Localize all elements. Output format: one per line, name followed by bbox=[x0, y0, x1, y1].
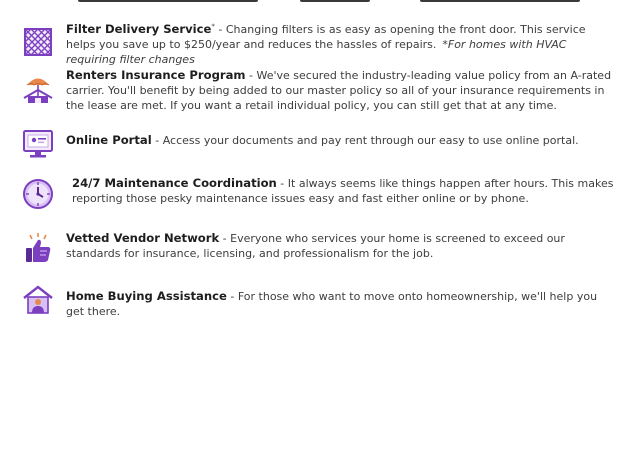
service-description: Changing filters is as easy as opening the front door. This service helps you save up to $250/year and reduces the hassles of repairs. bbox=[66, 23, 586, 51]
service-text bbox=[66, 133, 618, 148]
service-description: We've secured the industry-leading value policy from an A-rated carrier. You'll benefit by being added to our master policy so all of your insurance requirements in the lease are met. If you want a retail individual policy, you can still get that at any time. bbox=[66, 69, 612, 112]
service-title: 24/7 Maintenance Coordination bbox=[72, 176, 277, 190]
service-description: For those who want to move onto homeownership, we'll help you get there. bbox=[66, 290, 598, 318]
cropped-previous-content bbox=[0, 0, 640, 6]
footnote-mark: * bbox=[211, 22, 215, 31]
service-title: Filter Delivery Service bbox=[66, 22, 212, 36]
service-text bbox=[66, 231, 618, 261]
title-separator: - bbox=[214, 23, 226, 36]
title-separator: - bbox=[245, 69, 257, 82]
title-separator: - bbox=[276, 177, 288, 190]
service-description: It always seems like things happen after hours. This makes reporting those pesky maintenance issues easy and fast either online or by phone. bbox=[72, 177, 614, 205]
clock-icon bbox=[20, 176, 56, 212]
service-description: Everyone who services your home is screened to exceed our standards for insurance, licensing, and professionalism for the job. bbox=[66, 232, 565, 260]
thumbs-up-icon bbox=[20, 231, 56, 267]
service-text bbox=[66, 289, 618, 319]
service-title: Vetted Vendor Network bbox=[66, 231, 220, 245]
service-title: Home Buying Assistance bbox=[66, 289, 227, 303]
umbrella-house-icon bbox=[20, 70, 56, 106]
service-footnote: *For homes with HVAC requiring filter changes bbox=[66, 38, 567, 66]
service-title: Renters Insurance Program bbox=[66, 68, 246, 82]
computer-monitor-icon bbox=[20, 126, 56, 162]
service-text bbox=[66, 68, 618, 113]
service-title: Online Portal bbox=[66, 133, 152, 147]
filter-grid-icon bbox=[20, 24, 56, 60]
service-description: Access your documents and pay rent through our easy to use online portal. bbox=[162, 134, 579, 147]
title-separator: - bbox=[219, 232, 231, 245]
service-text bbox=[66, 22, 618, 67]
title-separator: - bbox=[151, 134, 163, 147]
title-separator: - bbox=[226, 290, 238, 303]
home-person-icon bbox=[20, 282, 56, 318]
service-text bbox=[72, 176, 618, 206]
